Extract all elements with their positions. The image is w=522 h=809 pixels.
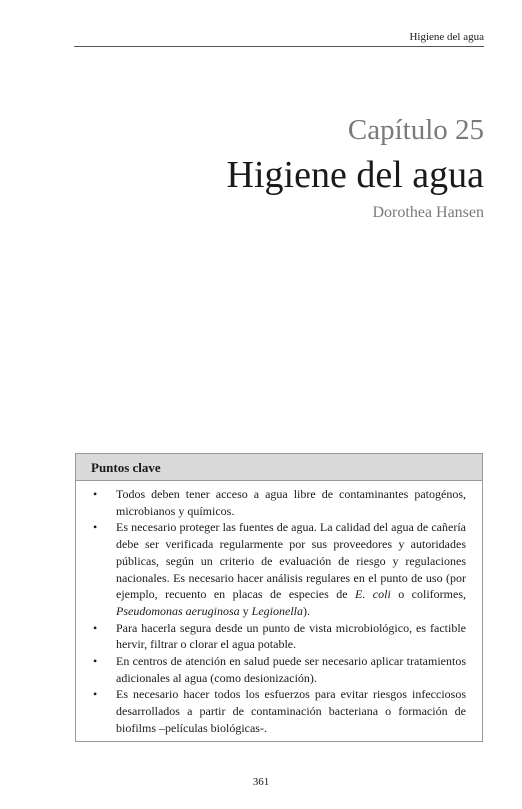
- page-number: 361: [252, 776, 270, 788]
- running-header: [74, 30, 484, 47]
- bullet-icon: •: [93, 520, 98, 535]
- key-points-heading: Puntos clave: [76, 454, 482, 481]
- key-point-item: [76, 620, 466, 653]
- species-name: Legionella: [251, 603, 303, 618]
- chapter-author: Dorothea Hansen: [372, 204, 484, 221]
- key-point-item: [76, 486, 466, 519]
- key-points-list: [76, 481, 482, 737]
- chapter-number: Capítulo 25: [347, 114, 484, 146]
- bullet-icon: •: [93, 620, 98, 635]
- key-point-item: [76, 653, 466, 686]
- key-point-text: ).: [303, 603, 310, 618]
- running-header-title: Higiene del agua: [409, 31, 484, 43]
- key-point-text: Es necesario proteger las fuentes de agua. La calidad del agua de cañería debe ser verificada regularmente por sus proveedores y autoridades públicas, según un criterio de evaluación de riesgo y regulaciones nacionales. Es necesario hacer análisis regulares en el punto de uso (por ejemplo, recuento en placas de especies de: [116, 520, 466, 602]
- bullet-icon: •: [93, 654, 98, 669]
- key-point-text: Todos deben tener acceso a agua libre de contaminantes patogénos, microbianos y químicos.: [116, 487, 466, 518]
- key-point-text: Para hacerla segura desde un punto de vista microbiológico, es factible hervir, filtrar o clorar el agua potable.: [116, 620, 466, 652]
- bullet-icon: •: [93, 687, 98, 702]
- key-points-box: [75, 453, 483, 742]
- key-point-item: [76, 519, 466, 619]
- key-point-item: [76, 686, 466, 736]
- key-point-text: o coliformes,: [390, 587, 467, 602]
- key-point-text: En centros de atención en salud puede ser necesario aplicar tratamientos adicionales al agua (como desionización).: [116, 654, 466, 685]
- bullet-icon: •: [93, 487, 98, 501]
- chapter-title: Higiene del agua: [226, 154, 484, 196]
- key-point-text: y: [239, 603, 252, 618]
- key-point-text: Es necesario hacer todos los esfuerzos para evitar riesgos infecciosos desarrollados a partir de contaminación bacteriana o formación de biofilms –películas biológicas-.: [116, 687, 466, 735]
- species-name: Pseudomonas aeruginosa: [116, 603, 240, 618]
- species-name: E. coli: [355, 587, 391, 602]
